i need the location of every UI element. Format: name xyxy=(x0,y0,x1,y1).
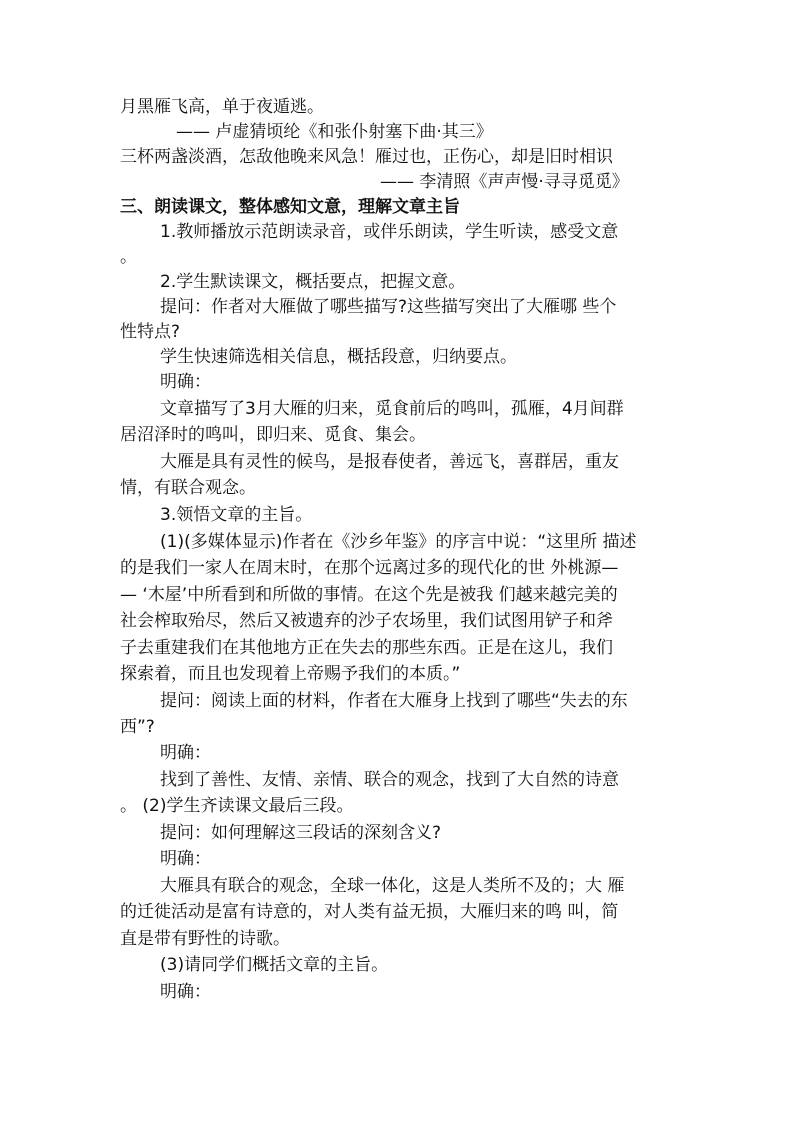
quote-line: 社会榨取殆尽，然后又被遗弃的沙子农场里，我们试图用铲子和斧 xyxy=(120,611,613,631)
question-line: 提问：作者对大雁做了哪些描写?这些描写突出了大雁哪 些个 xyxy=(160,297,617,317)
quote-line: 探索着，而且也发现着上帝赐予我们的本质。” xyxy=(120,664,461,684)
poem-attribution: —— 李清照《声声慢·寻寻觅觅》 xyxy=(380,172,629,192)
paragraph-line: 大雁是具有灵性的候鸟，是报春使者，善远飞，喜群居，重友 xyxy=(160,452,619,472)
quote-line: (1)(多媒体显示)作者在《沙乡年鉴》的序言中说：“这里所 描述 xyxy=(160,532,637,552)
paragraph-line: 居沼泽时的鸣叫，即归来、觅食、集会。 xyxy=(120,425,426,445)
paragraph-line: 。 xyxy=(120,247,137,267)
paragraph-line: 的迁徙活动是富有诗意的，对人类有益无损，大雁归来的鸣 叫，简 xyxy=(120,902,619,922)
quote-line: — ‘木屋’中所看到和所做的事情。在这个先是被我 们越来越完美的 xyxy=(120,585,618,605)
paragraph-line: 大雁具有联合的观念，全球一体化，这是人类所不及的；大 雁 xyxy=(160,876,625,896)
paragraph-line: 直是带有野性的诗歌。 xyxy=(120,929,290,949)
poem-line: 月黑雁飞高，单于夜遁逃。 xyxy=(120,97,324,117)
question-line: 提问：阅读上面的材料，作者在大雁身上找到了哪些“失去的东 xyxy=(160,691,628,711)
paragraph-line: 情，有联合观念。 xyxy=(120,478,256,498)
quote-line: 的是我们一家人在周末时，在那个远离过多的现代化的世 外桃源— xyxy=(120,558,619,578)
paragraph-line: 3.领悟文章的主旨。 xyxy=(160,505,313,525)
section-heading: 三、朗读课文，整体感知文意，理解文章主旨 xyxy=(120,197,460,217)
answer-label: 明确： xyxy=(160,743,211,763)
paragraph-line: 2.学生默读课文，概括要点，把握文意。 xyxy=(160,272,466,292)
paragraph-line: 学生快速筛选相关信息，概括段意，归纳要点。 xyxy=(160,347,517,367)
poem-attribution: —— 卢虚猜顷纶《和张仆射塞下曲·其三》 xyxy=(176,122,493,142)
poem-line: 三杯两盏淡酒，怎敌他晚来风急！雁过也，正伤心，却是旧时相识 xyxy=(120,147,613,167)
paragraph-line: 1.教师播放示范朗读录音，或伴乐朗读，学生听读，感受文意 xyxy=(160,222,619,242)
answer-label: 明确： xyxy=(160,849,211,869)
question-line: 西”? xyxy=(120,717,155,737)
paragraph-line: 。 (2)学生齐读课文最后三段。 xyxy=(120,796,354,816)
paragraph-line: 文章描写了3月大雁的归来，觅食前后的鸣叫，孤雁，4月间群 xyxy=(160,399,624,419)
paragraph-line: 找到了善性、友情、亲情、联合的观念，找到了大自然的诗意 xyxy=(160,770,619,790)
question-line: 性特点? xyxy=(120,322,181,342)
quote-line: 子去重建我们在其他地方正在失去的那些东西。正是在这儿，我们 xyxy=(120,638,613,658)
answer-label: 明确： xyxy=(160,982,211,1002)
paragraph-line: (3)请同学们概括文章的主旨。 xyxy=(160,955,389,975)
question-line: 提问：如何理解这三段话的深刻含义? xyxy=(160,823,442,843)
answer-label: 明确： xyxy=(160,372,211,392)
